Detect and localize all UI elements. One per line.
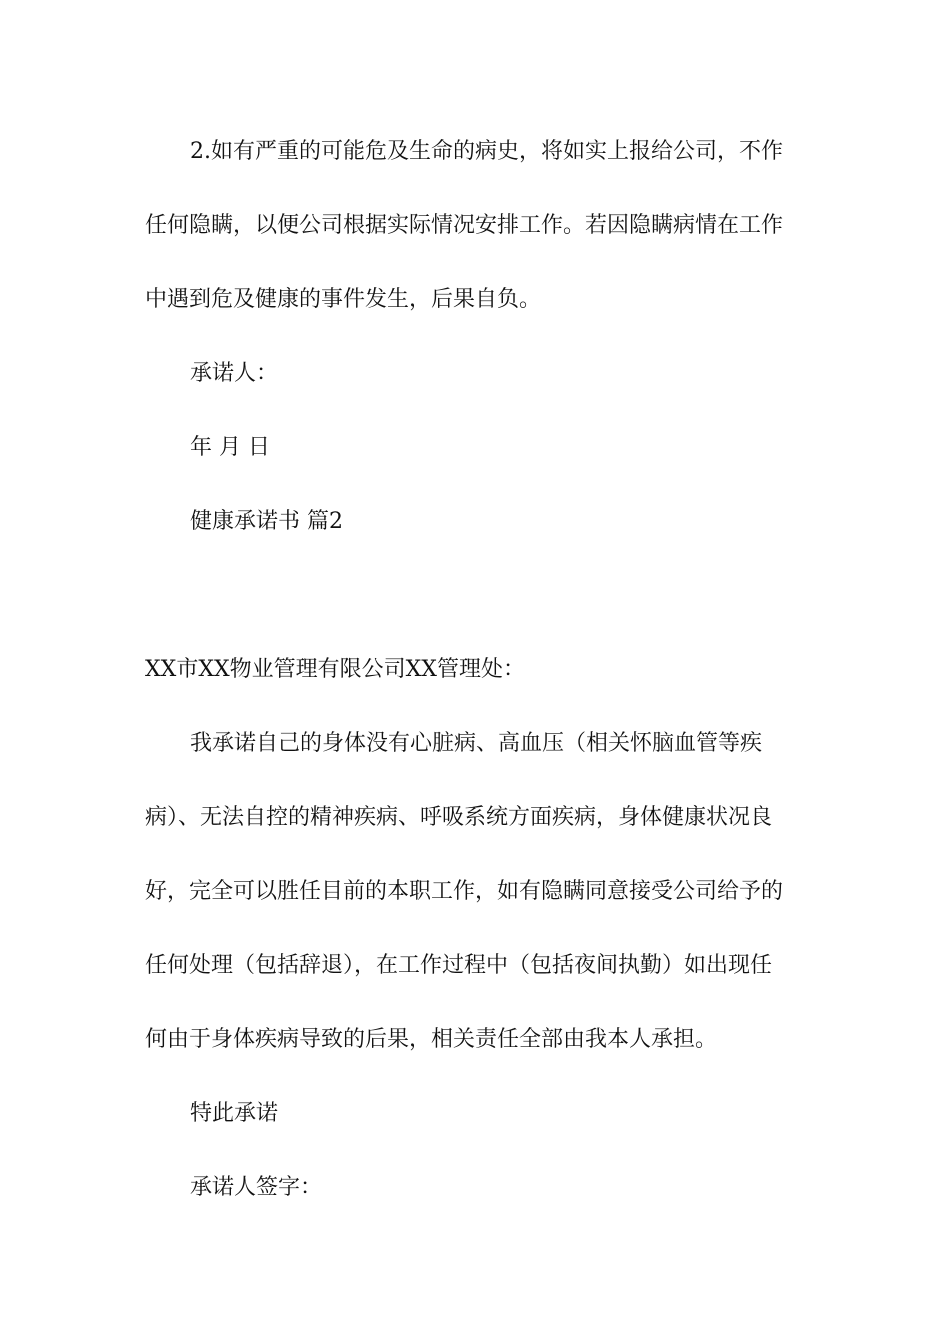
closing-text: 特此承诺 <box>190 1101 279 1126</box>
promisor-label: 承诺人： <box>190 361 279 386</box>
addressee-line: XX市XX物业管理有限公司XX管理处： <box>145 657 525 682</box>
body-line-5: 何由于身体疾病导致的后果，相关责任全部由我本人承担。 <box>145 1027 718 1052</box>
paragraph-line-1: 2.如有严重的可能危及生命的病史，将如实上报给公司，不作 <box>190 139 783 164</box>
body-line-3: 好，完全可以胜任目前的本职工作，如有隐瞒同意接受公司给予的 <box>145 879 784 904</box>
body-line-4: 任何处理（包括辞退），在工作过程中（包括夜间执勤）如出现任 <box>145 953 773 978</box>
signature-label: 承诺人签字： <box>190 1175 323 1200</box>
section-title: 健康承诺书 篇2 <box>190 509 343 534</box>
paragraph-line-2: 任何隐瞒，以便公司根据实际情况安排工作。若因隐瞒病情在工作 <box>145 213 784 238</box>
body-line-1: 我承诺自己的身体没有心脏病、高血压（相关怀脑血管等疾 <box>190 731 763 756</box>
paragraph-line-3: 中遇到危及健康的事件发生，后果自负。 <box>145 287 542 312</box>
date-line: 年 月 日 <box>190 435 270 460</box>
body-line-2: 病）、无法自控的精神疾病、呼吸系统方面疾病，身体健康状况良 <box>145 805 773 830</box>
